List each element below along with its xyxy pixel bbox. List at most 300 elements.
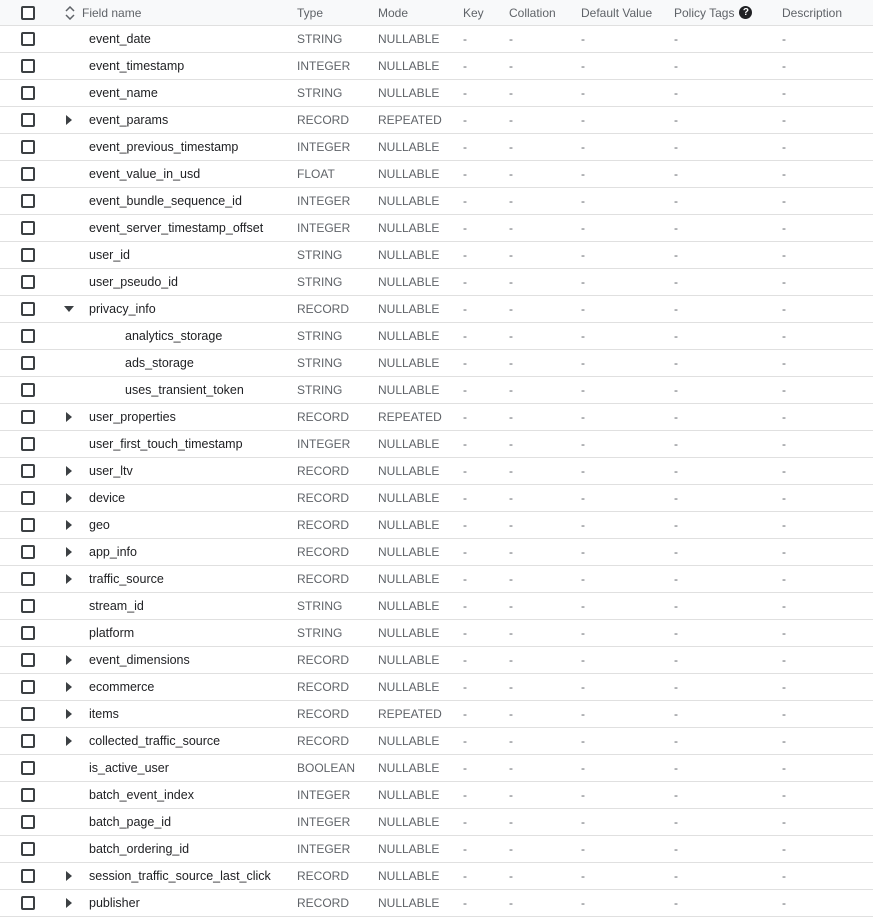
- field-name: ecommerce: [89, 680, 155, 694]
- field-policy-tags: -: [674, 464, 678, 478]
- field-mode: NULLABLE: [378, 491, 440, 505]
- field-description: -: [782, 464, 786, 478]
- field-description: -: [782, 248, 786, 262]
- row-checkbox[interactable]: [21, 59, 35, 73]
- field-default-value: -: [581, 626, 585, 640]
- field-mode: NULLABLE: [378, 302, 440, 316]
- field-policy-tags: -: [674, 545, 678, 559]
- table-row[interactable]: [0, 485, 873, 512]
- field-policy-tags: -: [674, 86, 678, 100]
- field-type: RECORD: [297, 734, 350, 748]
- field-description: -: [782, 896, 786, 910]
- field-mode: NULLABLE: [378, 221, 440, 235]
- field-mode: NULLABLE: [378, 734, 440, 748]
- field-type: STRING: [297, 599, 343, 613]
- field-collation: -: [509, 572, 513, 586]
- field-default-value: -: [581, 140, 585, 154]
- field-default-value: -: [581, 761, 585, 775]
- field-description: -: [782, 32, 786, 46]
- caret-right-icon[interactable]: [64, 412, 74, 422]
- field-key: -: [463, 248, 467, 262]
- field-policy-tags: -: [674, 302, 678, 316]
- field-name: user_properties: [89, 410, 176, 424]
- field-key: -: [463, 32, 467, 46]
- caret-right-icon[interactable]: [64, 871, 74, 881]
- row-checkbox[interactable]: [21, 707, 35, 721]
- caret-right-icon[interactable]: [64, 736, 74, 746]
- field-policy-tags: -: [674, 626, 678, 640]
- row-checkbox[interactable]: [21, 113, 35, 127]
- row-checkbox[interactable]: [21, 275, 35, 289]
- field-policy-tags: -: [674, 59, 678, 73]
- field-default-value: -: [581, 86, 585, 100]
- header-description: Description: [782, 5, 843, 20]
- field-key: -: [463, 815, 467, 829]
- table-row[interactable]: [0, 890, 873, 917]
- field-mode: NULLABLE: [378, 626, 440, 640]
- field-name: uses_transient_token: [125, 383, 244, 397]
- field-type: BOOLEAN: [297, 761, 356, 775]
- row-checkbox[interactable]: [21, 896, 35, 910]
- field-policy-tags: -: [674, 707, 678, 721]
- row-checkbox[interactable]: [21, 302, 35, 316]
- field-key: -: [463, 86, 467, 100]
- field-mode: NULLABLE: [378, 140, 440, 154]
- table-row[interactable]: [0, 647, 873, 674]
- schema-header-row: [0, 0, 873, 26]
- table-row[interactable]: [0, 431, 873, 458]
- field-description: -: [782, 680, 786, 694]
- field-key: -: [463, 410, 467, 424]
- field-name: device: [89, 491, 126, 505]
- row-checkbox[interactable]: [21, 221, 35, 235]
- field-type: FLOAT: [297, 167, 335, 181]
- field-mode: NULLABLE: [378, 383, 440, 397]
- row-checkbox[interactable]: [21, 869, 35, 883]
- field-key: -: [463, 437, 467, 451]
- table-row[interactable]: [0, 566, 873, 593]
- field-description: -: [782, 221, 786, 235]
- header-mode: Mode: [378, 5, 409, 20]
- field-collation: -: [509, 518, 513, 532]
- field-default-value: -: [581, 32, 585, 46]
- table-row[interactable]: [0, 53, 873, 80]
- field-mode: NULLABLE: [378, 275, 440, 289]
- field-type: INTEGER: [297, 815, 351, 829]
- caret-right-icon[interactable]: [64, 655, 74, 665]
- row-checkbox[interactable]: [21, 734, 35, 748]
- field-mode: NULLABLE: [378, 572, 440, 586]
- field-description: -: [782, 410, 786, 424]
- field-type: INTEGER: [297, 140, 351, 154]
- table-row[interactable]: [0, 512, 873, 539]
- row-checkbox[interactable]: [21, 437, 35, 451]
- field-description: -: [782, 842, 786, 856]
- field-type: RECORD: [297, 545, 350, 559]
- field-collation: -: [509, 383, 513, 397]
- field-collation: -: [509, 545, 513, 559]
- field-type: INTEGER: [297, 788, 351, 802]
- field-name: user_ltv: [89, 464, 133, 478]
- field-default-value: -: [581, 518, 585, 532]
- field-default-value: -: [581, 248, 585, 262]
- field-collation: -: [509, 248, 513, 262]
- caret-down-icon[interactable]: [64, 304, 74, 314]
- field-default-value: -: [581, 464, 585, 478]
- field-collation: -: [509, 194, 513, 208]
- field-policy-tags: -: [674, 815, 678, 829]
- field-name: session_traffic_source_last_click: [89, 869, 271, 883]
- field-default-value: -: [581, 167, 585, 181]
- field-mode: NULLABLE: [378, 842, 440, 856]
- row-checkbox[interactable]: [21, 653, 35, 667]
- field-policy-tags: -: [674, 734, 678, 748]
- row-checkbox[interactable]: [21, 356, 35, 370]
- field-key: -: [463, 788, 467, 802]
- table-row[interactable]: [0, 863, 873, 890]
- field-default-value: -: [581, 680, 585, 694]
- field-name: platform: [89, 626, 135, 640]
- field-policy-tags: -: [674, 896, 678, 910]
- field-type: RECORD: [297, 302, 350, 316]
- header-key: Key: [463, 5, 484, 20]
- caret-right-icon[interactable]: [64, 466, 74, 476]
- row-checkbox[interactable]: [21, 815, 35, 829]
- table-row[interactable]: [0, 782, 873, 809]
- table-row[interactable]: [0, 134, 873, 161]
- field-type: INTEGER: [297, 437, 351, 451]
- field-name: analytics_storage: [125, 329, 223, 343]
- field-name: batch_event_index: [89, 788, 194, 802]
- field-description: -: [782, 626, 786, 640]
- row-checkbox[interactable]: [21, 788, 35, 802]
- field-key: -: [463, 896, 467, 910]
- field-description: -: [782, 356, 786, 370]
- field-policy-tags: -: [674, 869, 678, 883]
- field-key: -: [463, 383, 467, 397]
- field-type: RECORD: [297, 491, 350, 505]
- field-default-value: -: [581, 194, 585, 208]
- field-description: -: [782, 140, 786, 154]
- row-checkbox[interactable]: [21, 680, 35, 694]
- field-name: traffic_source: [89, 572, 164, 586]
- table-row[interactable]: [0, 674, 873, 701]
- row-checkbox[interactable]: [21, 491, 35, 505]
- row-checkbox[interactable]: [21, 572, 35, 586]
- field-mode: NULLABLE: [378, 896, 440, 910]
- row-checkbox[interactable]: [21, 167, 35, 181]
- field-key: -: [463, 545, 467, 559]
- row-checkbox[interactable]: [21, 140, 35, 154]
- row-checkbox[interactable]: [21, 86, 35, 100]
- field-key: -: [463, 113, 467, 127]
- table-row[interactable]: [0, 323, 873, 350]
- field-collation: -: [509, 653, 513, 667]
- table-row[interactable]: [0, 458, 873, 485]
- field-mode: NULLABLE: [378, 86, 440, 100]
- field-type: RECORD: [297, 869, 350, 883]
- field-type: STRING: [297, 32, 343, 46]
- field-policy-tags: -: [674, 32, 678, 46]
- field-key: -: [463, 518, 467, 532]
- field-key: -: [463, 275, 467, 289]
- field-description: -: [782, 329, 786, 343]
- field-key: -: [463, 707, 467, 721]
- row-checkbox[interactable]: [21, 194, 35, 208]
- field-mode: NULLABLE: [378, 248, 440, 262]
- field-key: -: [463, 464, 467, 478]
- field-name: items: [89, 707, 119, 721]
- field-collation: -: [509, 302, 513, 316]
- field-key: -: [463, 599, 467, 613]
- table-row[interactable]: [0, 242, 873, 269]
- header-policy-tags: [674, 0, 752, 25]
- caret-right-icon[interactable]: [64, 115, 74, 125]
- field-policy-tags: -: [674, 275, 678, 289]
- caret-right-icon[interactable]: [64, 682, 74, 692]
- field-collation: -: [509, 32, 513, 46]
- field-collation: -: [509, 59, 513, 73]
- field-default-value: -: [581, 356, 585, 370]
- field-collation: -: [509, 869, 513, 883]
- field-default-value: -: [581, 599, 585, 613]
- field-description: -: [782, 599, 786, 613]
- field-description: -: [782, 707, 786, 721]
- field-policy-tags: -: [674, 491, 678, 505]
- field-type: RECORD: [297, 896, 350, 910]
- table-row[interactable]: [0, 215, 873, 242]
- field-mode: REPEATED: [378, 410, 442, 424]
- field-mode: NULLABLE: [378, 329, 440, 343]
- field-name: event_params: [89, 113, 169, 127]
- field-key: -: [463, 869, 467, 883]
- caret-right-icon[interactable]: [64, 574, 74, 584]
- field-description: -: [782, 815, 786, 829]
- table-row[interactable]: [0, 836, 873, 863]
- row-checkbox[interactable]: [21, 761, 35, 775]
- table-row[interactable]: [0, 620, 873, 647]
- field-policy-tags: -: [674, 167, 678, 181]
- field-type: RECORD: [297, 680, 350, 694]
- table-row[interactable]: [0, 809, 873, 836]
- field-description: -: [782, 545, 786, 559]
- field-default-value: -: [581, 653, 585, 667]
- field-collation: -: [509, 464, 513, 478]
- header-type: Type: [297, 5, 324, 20]
- field-key: -: [463, 653, 467, 667]
- field-name: ads_storage: [125, 356, 194, 370]
- field-collation: -: [509, 626, 513, 640]
- field-default-value: -: [581, 59, 585, 73]
- field-description: -: [782, 788, 786, 802]
- field-type: STRING: [297, 86, 343, 100]
- field-collation: -: [509, 815, 513, 829]
- field-type: INTEGER: [297, 842, 351, 856]
- field-mode: NULLABLE: [378, 194, 440, 208]
- table-row[interactable]: [0, 539, 873, 566]
- table-row[interactable]: [0, 161, 873, 188]
- field-description: -: [782, 869, 786, 883]
- field-name: user_id: [89, 248, 130, 262]
- row-checkbox[interactable]: [21, 518, 35, 532]
- field-mode: NULLABLE: [378, 788, 440, 802]
- field-description: -: [782, 572, 786, 586]
- field-default-value: -: [581, 437, 585, 451]
- row-checkbox[interactable]: [21, 599, 35, 613]
- table-row[interactable]: [0, 593, 873, 620]
- field-key: -: [463, 491, 467, 505]
- field-policy-tags: -: [674, 437, 678, 451]
- field-default-value: -: [581, 383, 585, 397]
- header-default-value: Default Value: [581, 5, 653, 20]
- field-collation: -: [509, 437, 513, 451]
- header-field-name[interactable]: Field name: [82, 5, 142, 20]
- field-key: -: [463, 302, 467, 316]
- field-type: RECORD: [297, 464, 350, 478]
- field-mode: NULLABLE: [378, 32, 440, 46]
- row-checkbox[interactable]: [21, 464, 35, 478]
- field-name: app_info: [89, 545, 137, 559]
- field-mode: NULLABLE: [378, 59, 440, 73]
- field-description: -: [782, 113, 786, 127]
- field-name: privacy_info: [89, 302, 156, 316]
- field-policy-tags: -: [674, 194, 678, 208]
- field-policy-tags: -: [674, 221, 678, 235]
- row-checkbox[interactable]: [21, 410, 35, 424]
- field-type: STRING: [297, 248, 343, 262]
- table-row[interactable]: [0, 80, 873, 107]
- field-key: -: [463, 59, 467, 73]
- field-description: -: [782, 59, 786, 73]
- field-collation: -: [509, 491, 513, 505]
- field-key: -: [463, 626, 467, 640]
- field-collation: -: [509, 896, 513, 910]
- field-policy-tags: -: [674, 761, 678, 775]
- field-description: -: [782, 86, 786, 100]
- field-policy-tags: -: [674, 140, 678, 154]
- table-row[interactable]: [0, 404, 873, 431]
- table-row[interactable]: [0, 350, 873, 377]
- field-mode: NULLABLE: [378, 680, 440, 694]
- field-mode: NULLABLE: [378, 437, 440, 451]
- field-collation: -: [509, 329, 513, 343]
- row-checkbox[interactable]: [21, 842, 35, 856]
- help-icon[interactable]: ?: [739, 6, 752, 19]
- field-policy-tags: -: [674, 653, 678, 667]
- field-type: STRING: [297, 383, 343, 397]
- field-collation: -: [509, 788, 513, 802]
- field-name: event_date: [89, 32, 151, 46]
- field-collation: -: [509, 86, 513, 100]
- table-row[interactable]: [0, 188, 873, 215]
- row-checkbox[interactable]: [21, 383, 35, 397]
- field-default-value: -: [581, 842, 585, 856]
- field-policy-tags: -: [674, 383, 678, 397]
- field-key: -: [463, 167, 467, 181]
- field-default-value: -: [581, 113, 585, 127]
- field-description: -: [782, 761, 786, 775]
- header-policy-tags-label: Policy Tags: [674, 5, 735, 20]
- table-row[interactable]: [0, 755, 873, 782]
- field-description: -: [782, 167, 786, 181]
- field-description: -: [782, 518, 786, 532]
- field-collation: -: [509, 680, 513, 694]
- row-checkbox[interactable]: [21, 248, 35, 262]
- field-default-value: -: [581, 275, 585, 289]
- table-row[interactable]: [0, 296, 873, 323]
- caret-right-icon[interactable]: [64, 547, 74, 557]
- select-all-checkbox[interactable]: [21, 6, 35, 20]
- field-name: publisher: [89, 896, 140, 910]
- field-collation: -: [509, 410, 513, 424]
- table-row[interactable]: [0, 728, 873, 755]
- field-name: event_timestamp: [89, 59, 185, 73]
- field-default-value: -: [581, 329, 585, 343]
- field-collation: -: [509, 113, 513, 127]
- field-description: -: [782, 734, 786, 748]
- field-policy-tags: -: [674, 248, 678, 262]
- field-key: -: [463, 140, 467, 154]
- field-default-value: -: [581, 410, 585, 424]
- field-type: INTEGER: [297, 221, 351, 235]
- caret-right-icon[interactable]: [64, 520, 74, 530]
- field-default-value: -: [581, 572, 585, 586]
- field-collation: -: [509, 221, 513, 235]
- field-type: INTEGER: [297, 194, 351, 208]
- table-row[interactable]: [0, 377, 873, 404]
- field-type: STRING: [297, 626, 343, 640]
- row-checkbox[interactable]: [21, 626, 35, 640]
- field-type: RECORD: [297, 113, 350, 127]
- caret-right-icon[interactable]: [64, 493, 74, 503]
- field-name: event_dimensions: [89, 653, 190, 667]
- sort-icon[interactable]: [64, 6, 76, 20]
- field-key: -: [463, 734, 467, 748]
- field-mode: NULLABLE: [378, 167, 440, 181]
- row-checkbox[interactable]: [21, 329, 35, 343]
- field-name: geo: [89, 518, 110, 532]
- table-row[interactable]: [0, 269, 873, 296]
- row-checkbox[interactable]: [21, 32, 35, 46]
- field-name: event_bundle_sequence_id: [89, 194, 242, 208]
- field-default-value: -: [581, 788, 585, 802]
- caret-right-icon[interactable]: [64, 709, 74, 719]
- field-default-value: -: [581, 545, 585, 559]
- field-collation: -: [509, 761, 513, 775]
- row-checkbox[interactable]: [21, 545, 35, 559]
- field-type: INTEGER: [297, 59, 351, 73]
- field-policy-tags: -: [674, 680, 678, 694]
- field-key: -: [463, 221, 467, 235]
- field-default-value: -: [581, 896, 585, 910]
- field-type: STRING: [297, 275, 343, 289]
- field-name: event_name: [89, 86, 158, 100]
- field-description: -: [782, 275, 786, 289]
- table-row[interactable]: [0, 107, 873, 134]
- field-default-value: -: [581, 869, 585, 883]
- caret-right-icon[interactable]: [64, 898, 74, 908]
- field-description: -: [782, 653, 786, 667]
- field-key: -: [463, 842, 467, 856]
- table-row[interactable]: [0, 26, 873, 53]
- field-default-value: -: [581, 491, 585, 505]
- field-type: RECORD: [297, 572, 350, 586]
- field-policy-tags: -: [674, 788, 678, 802]
- field-name: collected_traffic_source: [89, 734, 221, 748]
- field-collation: -: [509, 275, 513, 289]
- field-policy-tags: -: [674, 572, 678, 586]
- table-row[interactable]: [0, 701, 873, 728]
